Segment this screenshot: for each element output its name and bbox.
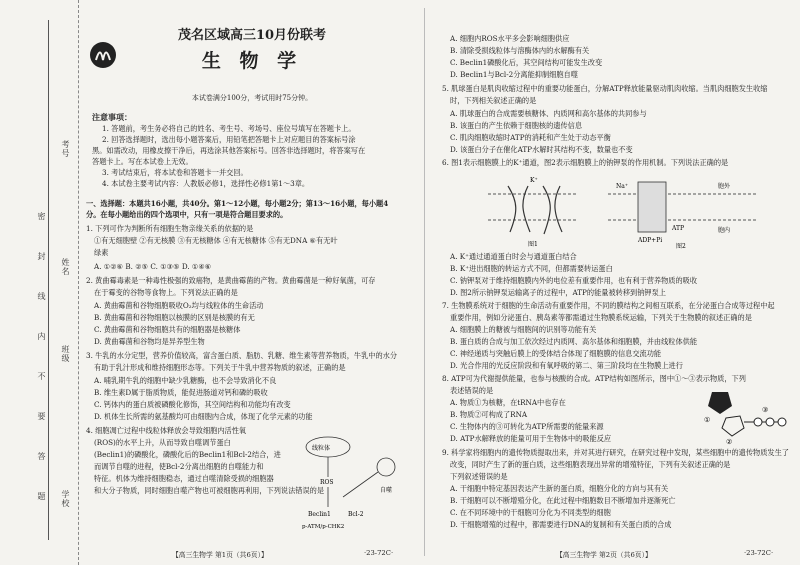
question-option: B. 维生素D属于脂质物质，能促进肠道对钙和磷的吸收: [94, 388, 268, 397]
phosphate-group: [754, 418, 762, 426]
cut-mark: 不: [37, 372, 46, 381]
question-option: C. 黄曲霉菌和谷物细胞共有的细胞器是核糖体: [94, 325, 241, 334]
cut-mark: 答: [37, 452, 46, 461]
question-option: D. 机体生长所需的氨基酸均可由细胞内合成，体现了化学元素的功能: [94, 412, 313, 421]
page-1: [82, 0, 414, 565]
question-option: A. 黄曲霉菌和谷物细胞吸收O₂均与线粒体的生命活动: [94, 301, 264, 310]
section-heading: 一、选择题：本题共16小题，共40分。第1～12小题，每小题2分；第13～16小题，每小题4: [86, 199, 389, 208]
note-line: 4. 本试卷主要考试内容：人教版必修1，选择性必修1第1～3章。: [102, 179, 310, 188]
question-line: 而调节自噬的进程，使Bcl-2分离出细胞的自噬能力和: [94, 462, 264, 471]
question-line: 改变，同时产生了新的蛋白质，这些细胞表现出异常的增殖特征，下列有关叙述正确的是: [450, 460, 731, 469]
question-option: B. 清除受损线粒体与溶酶体内的水解酶有关: [450, 46, 590, 55]
question-line: 8. ATP可为代谢提供能量，也参与核酸的合成。ATP结构如图所示，图中①～③表示物质，下列: [442, 374, 746, 383]
fig-label: Beclin1: [308, 511, 331, 518]
question-line: 6. 图1表示细胞膜上的K⁺通道，图2表示细胞膜上的钠钾泵的作用机制。下列说法正确的是: [442, 158, 729, 167]
phosphate-group: [766, 418, 774, 426]
fig-label: 胞外: [718, 183, 731, 190]
question-option: B. 蛋白质的合成与加工依次经过内质网、高尔基体和细胞膜，并由线粒体供能: [450, 337, 698, 346]
cut-mark: 要: [37, 412, 46, 421]
arrow: [343, 472, 378, 497]
fig-label: ADP+Pi: [638, 237, 663, 244]
footer-code: ·23-72C·: [744, 549, 774, 557]
question-option: B. 黄曲霉菌和谷物细胞以核膜的区别是核膜的有无: [94, 313, 255, 322]
question-line: (ROS)的水平上升，从而导致自噬调节蛋白: [94, 438, 231, 447]
cut-mark: 密: [37, 212, 46, 221]
subject-title: 生 物 学: [201, 50, 303, 72]
question-option: D. 干细胞增殖的过程中，都需要进行DNA的复制和有关蛋白质的合成: [450, 520, 672, 529]
cut-mark: 题: [37, 492, 46, 501]
question-line: 绿素: [94, 248, 109, 257]
section-heading: 分。在每小题给出的四个选项中，只有一项是符合题目要求的。: [86, 210, 288, 219]
fig-label: 自噬: [380, 487, 393, 494]
fig-label: ROS: [320, 479, 334, 486]
question-line: 1. 下列可作为判断所有细胞生物亲缘关系的依据的是: [86, 224, 254, 233]
question-option: D. 黄曲霉菌和谷物均是异养型生物: [94, 337, 205, 346]
fig-caption: 图1: [528, 241, 538, 248]
question-options: A. ①②⑥ B. ②⑤ C. ①③⑤ D. ①④⑥: [94, 262, 212, 271]
cut-mark: 封: [37, 252, 46, 261]
question-line: 和大分子物质，同时细胞自噬产物也可被细胞再利用，下列说法错误的是: [94, 486, 325, 495]
fig-label: p-ATM/p-CHK2: [302, 524, 345, 530]
note-line: 3. 考试结束后，将本试卷和答题卡一并交回。: [102, 168, 248, 177]
question-option: D. 图2所示钠钾泵运输离子的过程中，ATP的能量被转移到钠钾泵上: [450, 288, 666, 297]
atp-structure-figure: [702, 384, 792, 444]
exam-title: 茂名区域高三10月份联考: [177, 28, 327, 43]
question-line: 特征。机体为维持细胞稳态，通过自噬清除受损的细胞器: [94, 474, 274, 483]
fig-label: ③: [762, 406, 769, 414]
question-option: B. K⁺进出细胞的转运方式不同，但都需要转运蛋白: [450, 264, 613, 273]
cut-mark: 线: [37, 292, 46, 301]
question-option: A. K⁺通过通道蛋白时会与通道蛋白结合: [450, 252, 577, 261]
question-line: 9. 科学家将细胞内的遗传物质提取出来，并对其进行研究，在研究过程中发现，某些细胞中的遗传物质发生了: [442, 448, 789, 457]
footer-code: ·23-72C·: [364, 549, 394, 557]
exam-meta: 本试卷满分100分，考试用时75分钟。: [191, 94, 313, 102]
fig-label: ATP: [672, 225, 685, 232]
question-option: A. 细胞膜上的糖被与细胞间的识别等功能有关: [450, 325, 597, 334]
question-option: C. 肌肉细胞收缩时ATP的消耗和产生处于动态平衡: [450, 133, 611, 142]
question-line: 7. 生物膜系统对于细胞的生命活动有重要作用，不同的膜结构之间相互联系，在分泌蛋白合成等过程中起: [442, 301, 775, 310]
question-line: 时，下列相关叙述正确的是: [450, 96, 537, 105]
question-option: D. Beclin1与Bcl-2分离能抑制细胞自噬: [450, 70, 578, 79]
page-2: [438, 0, 794, 565]
question-line: 5. 肌球蛋白是肌肉收缩过程中的重要功能蛋白，分解ATP释放能量驱动肌肉收缩。当肌肉细胞发生收缩: [442, 84, 768, 93]
question-option: A. 哺乳期牛乳的细胞中缺少乳糖酶，也不会导致消化不良: [94, 376, 277, 385]
question-line: 3. 牛乳的水分定型，营养价值较高，富含蛋白质、脂肪、乳糖、维生素等营养物质，牛乳中的水分: [86, 351, 398, 360]
xuexiao-label: 学校: [61, 490, 70, 508]
question-line: 4. 细胞凋亡过程中线粒体释放会导致细胞内活性氧: [86, 426, 247, 435]
question-option: C. 神经递质与突触后膜上的受体结合体现了细胞膜的信息交流功能: [450, 349, 662, 358]
ribose-ring: [722, 416, 744, 436]
fig-label: K⁺: [530, 177, 538, 184]
fig-label: 线粒体: [312, 445, 331, 452]
note-line: 黑。如需改动，用橡皮擦干净后，再选涂其他答案标号。回答非选择题时，将答案写在: [92, 146, 366, 155]
kaohao-label: 考号: [61, 140, 70, 158]
binding-line: [48, 20, 49, 540]
autophagosome-shape: [377, 458, 395, 476]
cut-mark: 内: [37, 332, 46, 341]
question-option: C. 钠钾泵对于维持细胞膜内外的电位差有重要作用，也有利于营养物质的吸收: [450, 276, 698, 285]
note-line: 1. 答题前，考生务必将自己的姓名、考生号、考场号、座位号填写在答题卡上。: [102, 124, 356, 133]
notes-heading: 注意事项：: [92, 112, 132, 122]
na-k-pump: [638, 182, 666, 232]
footer-page-number: 【高三生物学 第1页（共6页）】: [172, 551, 268, 559]
question-line: 重要作用，例如分泌蛋白、胰岛素等都需通过生物膜系统运输，下列关于生物膜的叙述正确的是: [450, 313, 752, 322]
question-option: D. 光合作用的光反应阶段和有氧呼吸的第二、第三阶段均在生物膜上进行: [450, 361, 683, 370]
xingming-label: 姓名: [61, 258, 70, 276]
banji-label: 班级: [61, 345, 70, 363]
question-line: 2. 黄曲霉毒素是一种毒性极强的致癌物，是黄曲霉菌的产物。黄曲霉菌是一种好氧菌，可存: [86, 276, 376, 285]
fig-label: 胞内: [718, 227, 731, 234]
note-line: 答题卡上。写在本试卷上无效。: [92, 157, 193, 166]
publisher-logo-icon: [90, 42, 116, 68]
question-option: C. 钙体内的蛋白质被磷酸化修饰，其空间结构和功能均有改变: [94, 400, 291, 409]
question-option: A. 物质①为核糖，在tRNA中也存在: [450, 398, 566, 407]
question-option: B. 干细胞可以不断增殖分化，在此过程中细胞数目不断增加并逐渐死亡: [450, 496, 676, 505]
page-divider: [424, 8, 425, 556]
fig-label: ①: [704, 416, 711, 424]
question-option: A. 肌球蛋白的合成需要核糖体、内质网和高尔基体的共同参与: [450, 109, 647, 118]
question-line: 表述错误的是: [450, 386, 494, 395]
question-option: C. 在不同环境中的干细胞可分化为不同类型的细胞: [450, 508, 611, 517]
question-option: A. 干细胞中特定基因表达产生新的蛋白质，细胞分化的方向与其有关: [450, 484, 669, 493]
binding-strip: [0, 0, 79, 565]
question-option: C. Beclin1磷酸化后，其空间结构可能发生改变: [450, 58, 603, 67]
question-line: (Beclin1)的磷酸化，磷酸化后的Beclin1和Bcl-2结合，进: [94, 450, 281, 459]
fig-caption: 图2: [676, 243, 686, 250]
question-option: B. 该蛋白的产生依赖于细胞核的遗传信息: [450, 121, 583, 130]
k-channel-protein: [508, 186, 562, 234]
q6-membrane-figures: [488, 172, 768, 250]
question-option: C. 生物体内的③可转化为ATP所需要的能量来源: [450, 422, 604, 431]
question-option: A. 细胞内ROS水平多会影响细胞供应: [450, 34, 570, 43]
footer-page-number: 【高三生物学 第2页（共6页）】: [556, 551, 652, 559]
fig-label: ②: [726, 438, 733, 446]
question-line: 下列叙述错误的是: [450, 472, 508, 481]
fig-label: Na⁺: [616, 183, 628, 190]
question-option: D. 该蛋白分子在催化ATP水解时其结构不变，数量也不变: [450, 145, 633, 154]
question-line: ①有无细胞壁 ②有无核膜 ③有无核糖体 ④有无核糖体 ⑤有无DNA ⑥有无叶: [94, 236, 338, 245]
fig-label: Bcl-2: [348, 511, 364, 518]
adenine-ring: [708, 392, 732, 414]
question-line: 有助于乳汁形成和维持细胞形态等。下列关于牛乳中营养物质的叙述，正确的是: [94, 363, 346, 372]
question-option: D. ATP水解释放的能量可用于生物体中的吸能反应: [450, 434, 612, 443]
phosphate-group: [778, 418, 786, 426]
question-option: B. 物质②可构成了RNA: [450, 410, 528, 419]
question-line: 在于霉变的谷物等食物上。下列说法正确的是: [94, 288, 238, 297]
note-line: 2. 回答选择题时，选出每小题答案后，用铅笔把答题卡上对应题目的答案标号涂: [102, 135, 356, 144]
q4-pathway-figure: [298, 432, 408, 532]
